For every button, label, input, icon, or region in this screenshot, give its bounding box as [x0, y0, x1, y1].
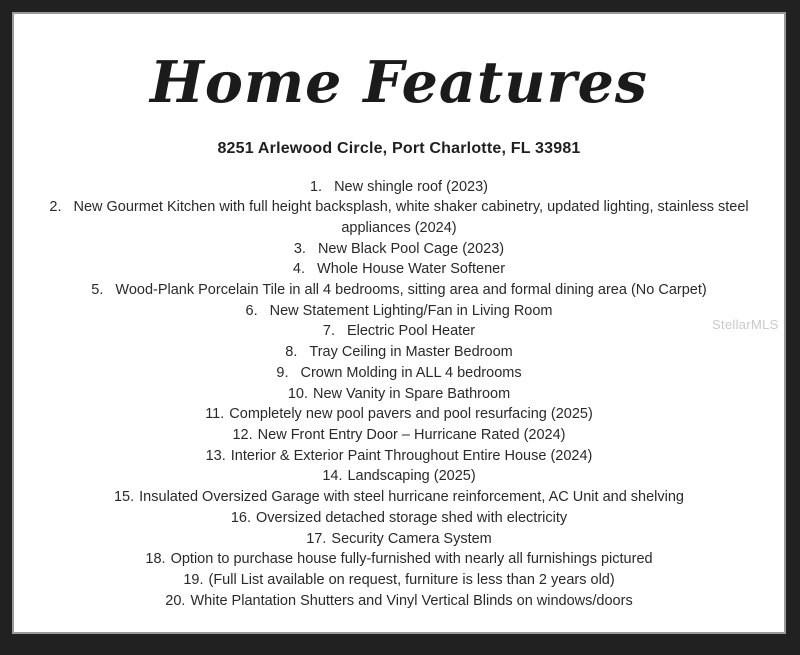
feature-item [30, 239, 768, 260]
feature-text: Oversized detached storage shed with electricity [256, 509, 568, 526]
feature-item [30, 570, 768, 591]
feature-text: White Plantation Shutters and Vinyl Vertical Blinds on windows/doors [190, 592, 633, 609]
features-list [14, 177, 784, 612]
feature-number: 2. [49, 199, 62, 216]
feature-number: 19. [183, 571, 204, 588]
feature-item [30, 301, 768, 322]
property-address: 8251 Arlewood Circle, Port Charlotte, FL 33981 [217, 139, 581, 157]
feature-item [30, 363, 768, 384]
feature-item [30, 508, 768, 529]
feature-text: Security Camera System [331, 530, 492, 547]
feature-text: New Statement Lighting/Fan in Living Room [269, 302, 553, 319]
feature-text: Wood-Plank Porcelain Tile in all 4 bedrooms, sitting area and formal dining area (No Carpet) [115, 282, 707, 299]
stellar-mls-watermark: StellarMLS [712, 317, 779, 332]
feature-number: 9. [276, 364, 289, 381]
feature-text: Tray Ceiling in Master Bedroom [309, 344, 513, 361]
feature-number: 16. [230, 509, 252, 526]
feature-text: Landscaping (2025) [347, 468, 476, 485]
feature-text: New Black Pool Cage (2023) [317, 240, 505, 257]
feature-number: 14. [322, 468, 343, 485]
feature-text: Whole House Water Softener [317, 261, 506, 278]
feature-number: 6. [245, 302, 258, 319]
feature-number: 11. [205, 406, 225, 423]
feature-number: 10. [287, 385, 308, 402]
feature-item [30, 177, 768, 198]
feature-item [30, 425, 768, 446]
feature-text: Completely new pool pavers and pool resurfacing (2025) [229, 406, 593, 423]
feature-item [30, 259, 768, 280]
feature-item [30, 466, 768, 487]
feature-text: New Vanity in Spare Bathroom [312, 385, 511, 402]
feature-number: 7. [322, 323, 335, 340]
feature-text: Insulated Oversized Garage with steel hurricane reinforcement, AC Unit and shelving [139, 489, 684, 506]
feature-item [30, 404, 768, 425]
feature-text: New shingle roof (2023) [334, 178, 489, 195]
feature-number: 3. [293, 240, 306, 257]
feature-number: 20. [165, 592, 186, 609]
feature-number: 18. [145, 551, 166, 568]
page-title: Home Features [149, 49, 648, 116]
flyer-panel [12, 12, 786, 634]
feature-number: 4. [292, 261, 306, 278]
feature-number: 8. [285, 344, 298, 361]
feature-item [30, 549, 768, 570]
feature-text: Electric Pool Heater [346, 323, 476, 340]
feature-number: 13. [205, 447, 226, 464]
feature-item [30, 487, 768, 508]
feature-number: 5. [91, 282, 104, 299]
feature-number: 15. [113, 489, 135, 506]
feature-number: 1. [309, 178, 323, 195]
feature-text: Option to purchase house fully-furnished with nearly all furnishings pictured [170, 551, 653, 568]
feature-item [30, 529, 768, 550]
feature-text: New Gourmet Kitchen with full height backsplash, white shaker cabinetry, updated lighting, stainless steel appliances (2024) [73, 199, 749, 236]
feature-item [30, 446, 768, 467]
feature-item [30, 197, 768, 238]
feature-text: Crown Molding in ALL 4 bedrooms [300, 364, 522, 381]
feature-text: Interior & Exterior Paint Throughout Entire House (2024) [230, 447, 593, 464]
feature-item [30, 384, 768, 405]
feature-item [30, 342, 768, 363]
feature-item [30, 321, 768, 342]
feature-text: (Full List available on request, furniture is less than 2 years old) [208, 571, 615, 588]
feature-item [30, 280, 768, 301]
feature-text: New Front Entry Door – Hurricane Rated (2024) [257, 426, 566, 443]
feature-number: 12. [232, 426, 253, 443]
feature-number: 17. [306, 530, 327, 547]
feature-item [30, 591, 768, 612]
